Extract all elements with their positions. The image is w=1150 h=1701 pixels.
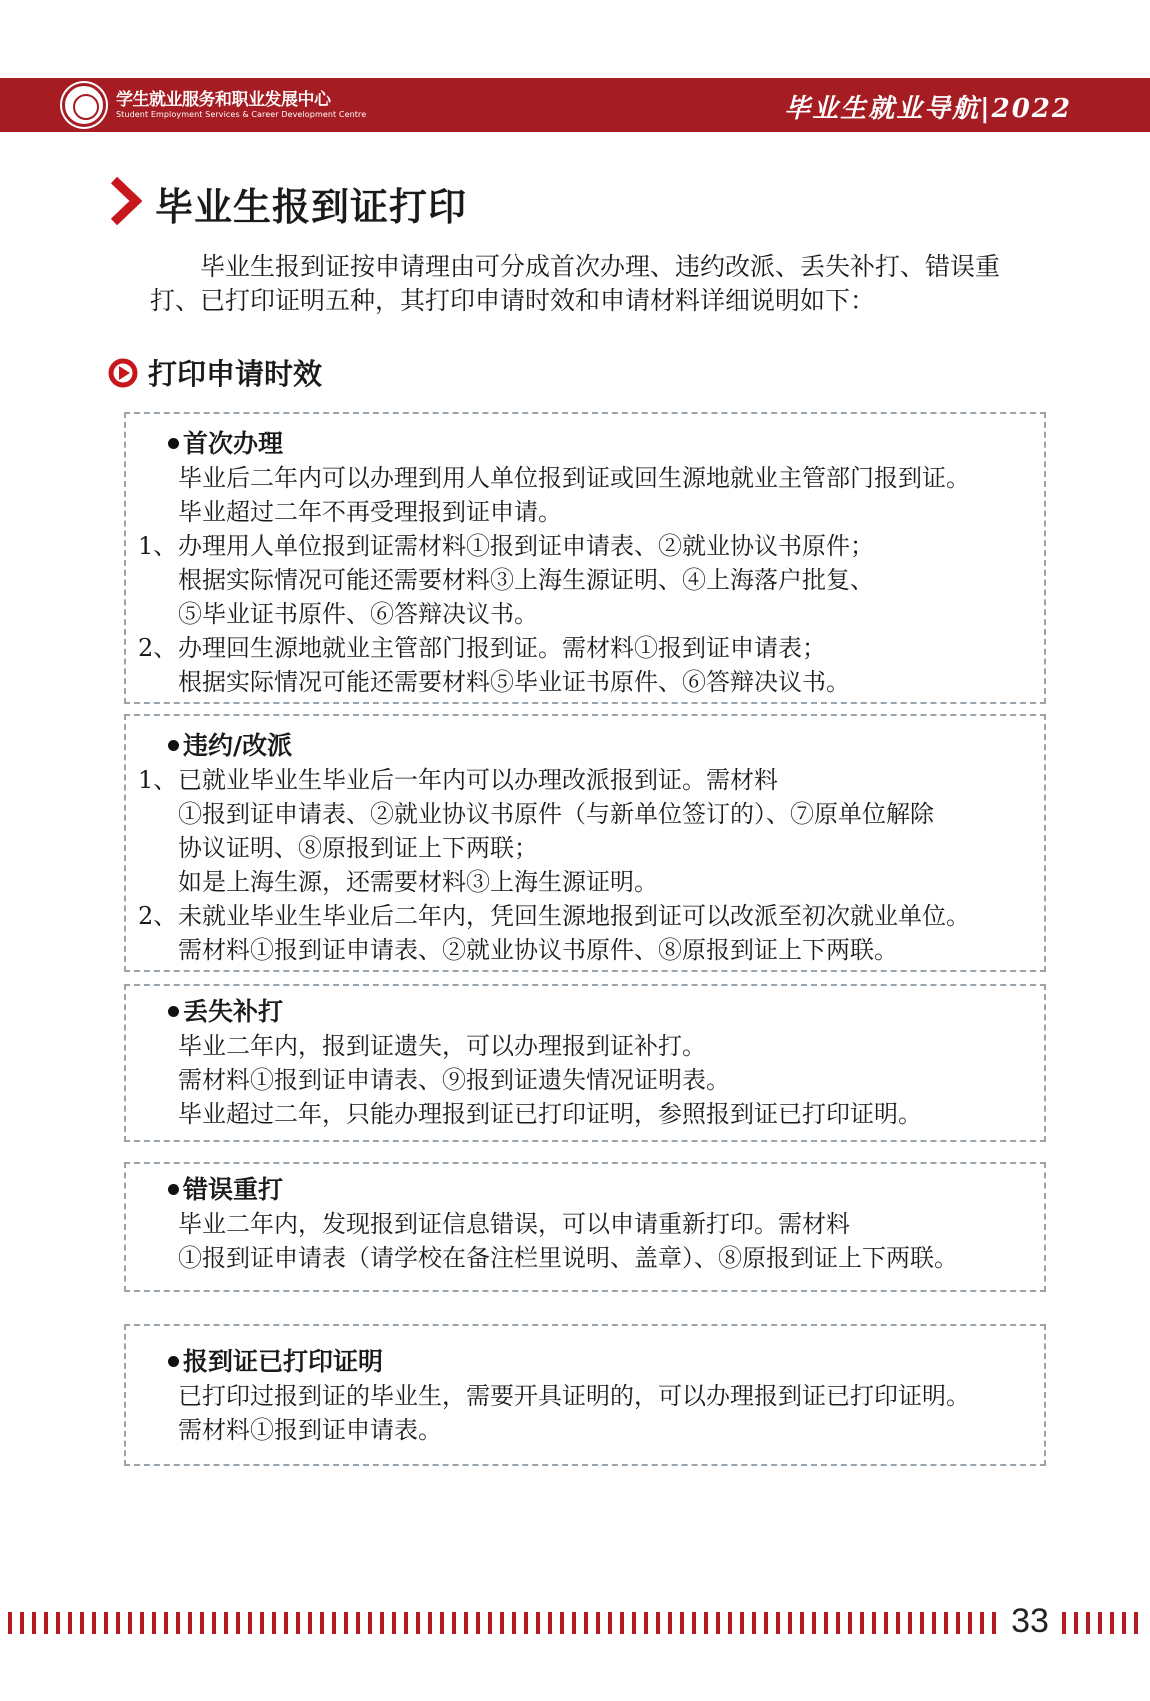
box-line: 需材料①报到证申请表、②就业协议书原件、⑧原报到证上下两联。 xyxy=(178,936,898,964)
box-line: 毕业后二年内可以办理到用人单位报到证或回生源地就业主管部门报到证。 xyxy=(178,464,970,492)
play-circle-icon xyxy=(108,358,138,388)
bullet-icon xyxy=(168,438,179,449)
bullet-icon xyxy=(168,740,179,751)
header-guide-title: 毕业生就业导航|2022 xyxy=(784,94,1072,124)
box-heading: 违约/改派 xyxy=(168,730,292,762)
bullet-icon xyxy=(168,1356,179,1367)
box-line: 未就业毕业生毕业后二年内，凭回生源地报到证可以改派至初次就业单位。 xyxy=(178,902,970,930)
box-line: 毕业超过二年不再受理报到证申请。 xyxy=(178,498,562,526)
list-number: 1、 xyxy=(138,766,178,794)
box-line: 根据实际情况可能还需要材料③上海生源证明、④上海落户批复、 xyxy=(178,566,874,594)
box-line: 如是上海生源，还需要材料③上海生源证明。 xyxy=(178,868,658,896)
bullet-icon xyxy=(168,1006,179,1017)
org-name-cn: 学生就业服务和职业发展中心 xyxy=(116,90,331,110)
box-line: 根据实际情况可能还需要材料⑤毕业证书原件、⑥答辩决议书。 xyxy=(178,668,850,696)
box-line: 办理用人单位报到证需材料①报到证申请表、②就业协议书原件； xyxy=(178,532,874,560)
box-heading: 首次办理 xyxy=(168,428,283,460)
box-line: 需材料①报到证申请表、⑨报到证遗失情况证明表。 xyxy=(178,1066,730,1094)
info-box-lost-reprint xyxy=(124,984,1046,1142)
page-number: 33 xyxy=(1011,1602,1049,1640)
page-header xyxy=(0,78,1150,132)
section-title: 打印申请时效 xyxy=(148,357,323,391)
box-line: 毕业二年内，报到证遗失，可以办理报到证补打。 xyxy=(178,1032,706,1060)
box-line: 毕业超过二年，只能办理报到证已打印证明，参照报到证已打印证明。 xyxy=(178,1100,922,1128)
box-line: 办理回生源地就业主管部门报到证。需材料①报到证申请表； xyxy=(178,634,826,662)
info-box-first-time xyxy=(124,412,1046,704)
box-heading: 错误重打 xyxy=(168,1174,283,1206)
page-title: 毕业生报到证打印 xyxy=(155,185,468,229)
university-seal-logo xyxy=(62,83,106,127)
bullet-icon xyxy=(168,1184,179,1195)
info-box-reassign xyxy=(124,714,1046,972)
list-number: 1、 xyxy=(138,532,178,560)
box-line: ①报到证申请表、②就业协议书原件（与新单位签订的）、⑦原单位解除 xyxy=(178,800,934,828)
footer-decoration-right xyxy=(1062,1612,1142,1634)
box-line: 已就业毕业生毕业后一年内可以办理改派报到证。需材料 xyxy=(178,766,778,794)
box-line: 毕业二年内，发现报到证信息错误，可以申请重新打印。需材料 xyxy=(178,1210,850,1238)
intro-paragraph: 毕业生报到证按申请理由可分成首次办理、违约改派、丢失补打、错误重打、已打印证明五种，其打印申请时效和申请材料详细说明如下： xyxy=(150,252,1001,315)
info-box-error-reprint xyxy=(124,1162,1046,1292)
box-heading: 报到证已打印证明 xyxy=(168,1346,383,1378)
box-heading: 丢失补打 xyxy=(168,996,283,1028)
box-line: 协议证明、⑧原报到证上下两联； xyxy=(178,834,538,862)
info-box-printed-proof xyxy=(124,1324,1046,1466)
box-line: 已打印过报到证的毕业生，需要开具证明的，可以办理报到证已打印证明。 xyxy=(178,1382,970,1410)
list-number: 2、 xyxy=(138,902,178,930)
box-line: ⑤毕业证书原件、⑥答辩决议书。 xyxy=(178,600,538,628)
box-line: 需材料①报到证申请表。 xyxy=(178,1416,442,1444)
footer-decoration-left xyxy=(8,1612,998,1634)
chevron-right-icon xyxy=(108,176,142,226)
org-name-en: Student Employment Services & Career Development Centre xyxy=(116,110,367,119)
list-number: 2、 xyxy=(138,634,178,662)
box-line: ①报到证申请表（请学校在备注栏里说明、盖章）、⑧原报到证上下两联。 xyxy=(178,1244,958,1272)
